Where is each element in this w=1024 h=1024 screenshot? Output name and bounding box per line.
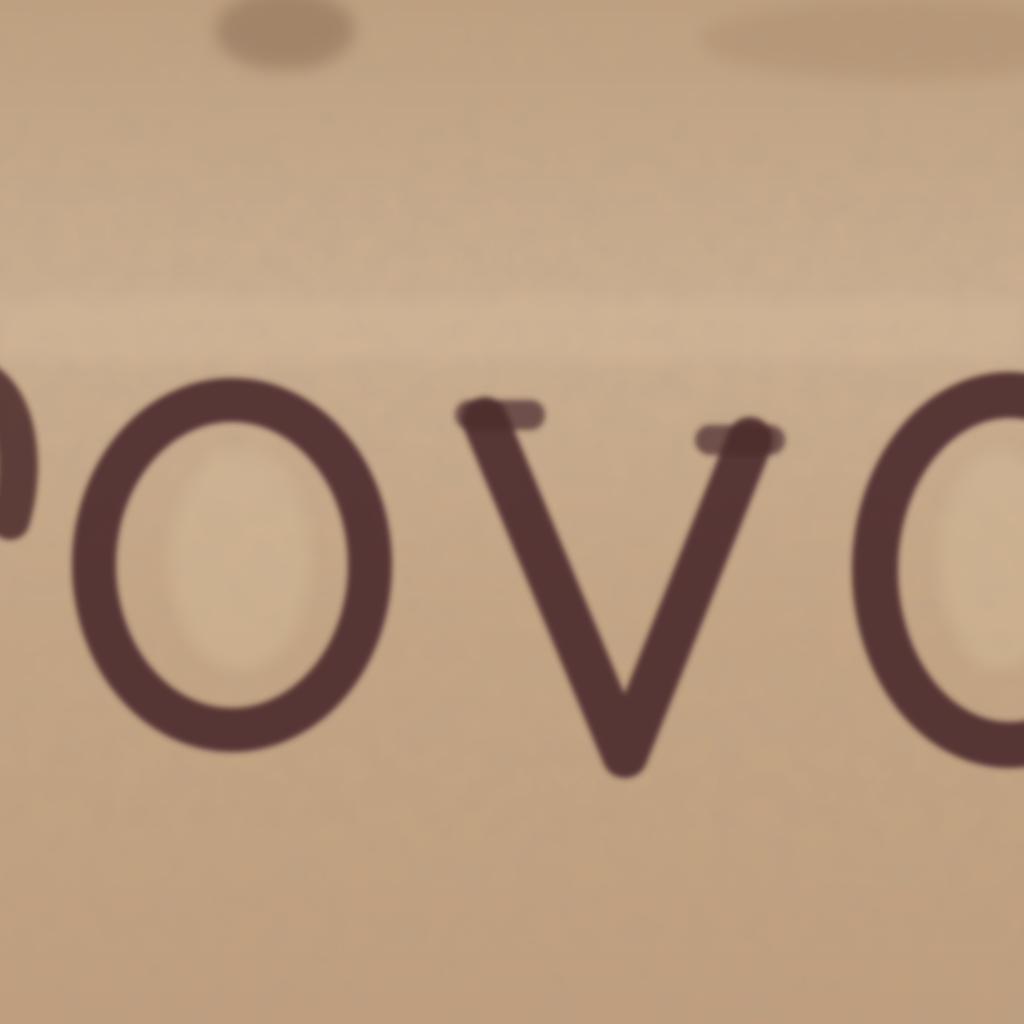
inscription-text: [0, 330, 1024, 770]
